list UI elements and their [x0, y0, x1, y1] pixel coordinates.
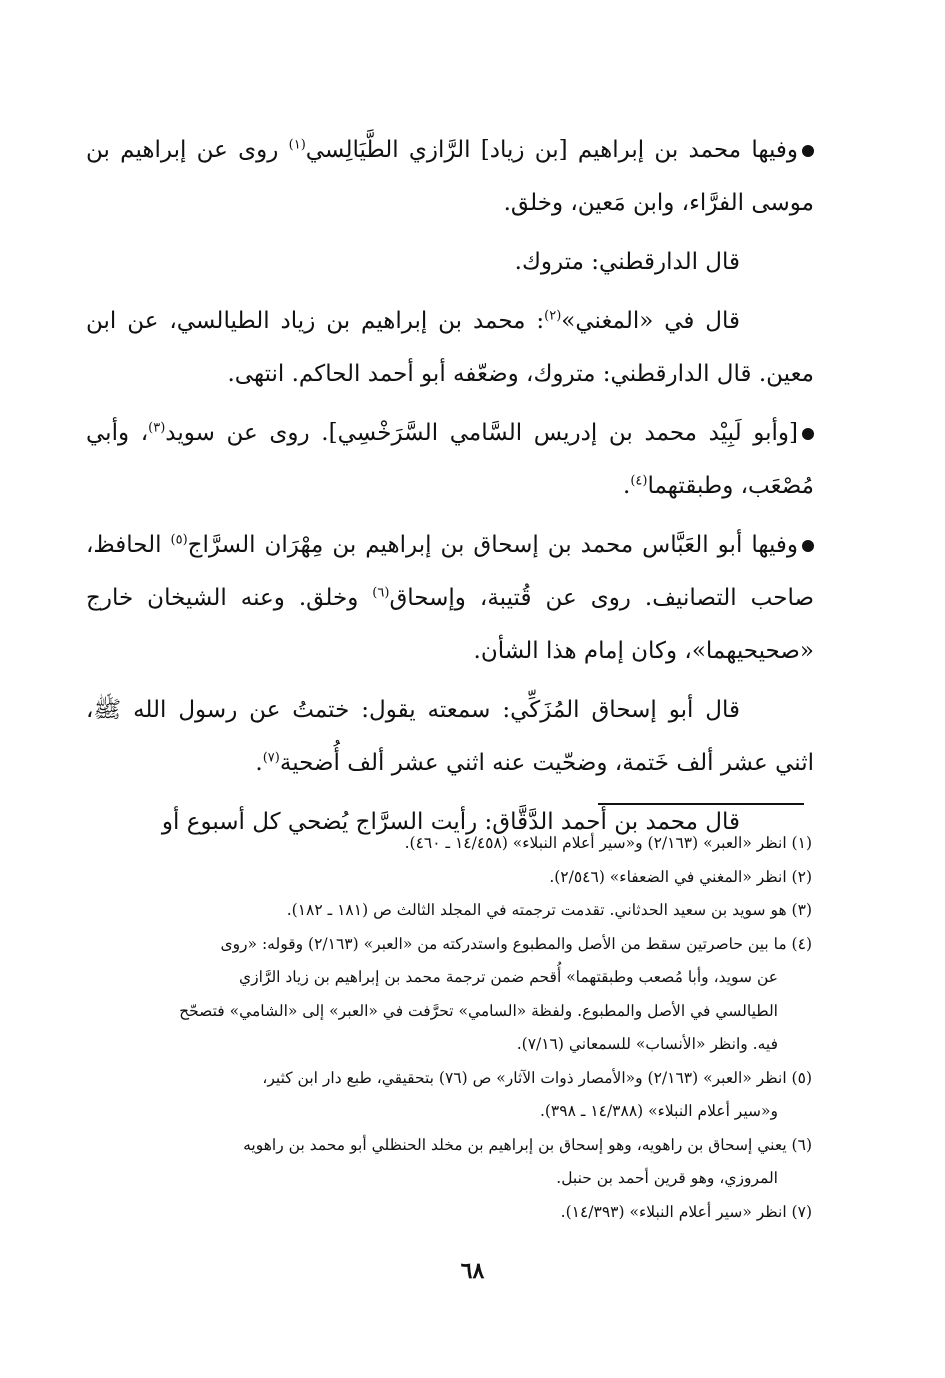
footnote-line: (٢) انظر «المغني في الضعفاء» (٢/٥٤٦).	[549, 867, 812, 886]
footnote-ref: (٧)	[262, 750, 280, 766]
footnote-line: المروزي، وهو قرين أحمد بن حنبل.	[556, 1169, 778, 1187]
quote-text: قال أبو إسحاق المُزَكِّي: سمعته يقول: ختمتُ عن رسول الله ﷺ، اثني عشر ألف خَتمة، وضحّيت عنه اثني عشر ألف أُضحية	[86, 697, 814, 776]
page-number: ٦٨	[460, 1258, 485, 1284]
quote-paragraph	[86, 295, 814, 401]
footnote-line: الطيالسي في الأصل والمطبوع. ولفظة «السامي» تحرَّفت في «العبر» إلى «الشامي» فتصحّح	[179, 1001, 778, 1020]
footnote-ref: (٤)	[630, 473, 648, 489]
entry-paragraph	[86, 124, 814, 230]
entry-text: روى عن إبراهيم بن موسى الفرَّاء، وابن مَعين، وخلق.	[86, 137, 814, 216]
footnotes	[82, 827, 812, 1229]
quote-text: قال في «المغني»	[561, 308, 740, 334]
footnote-line: و«سير أعلام النبلاء» (١٤/٣٨٨ ـ ٣٩٨).	[539, 1102, 778, 1120]
footnote-line: (٥) انظر «العبر» (٢/١٦٣) و«الأمصار ذوات الآثار» ص (٧٦) بتحقيقي، طبع دار ابن كثير،	[262, 1068, 812, 1087]
entry-text: وفيها محمد بن إبراهيم [بن زياد] الرَّازي الطَّيَالِسي	[305, 137, 798, 163]
quote-text: : محمد بن إبراهيم بن زياد الطيالسي، عن ابن معين. قال الدارقطني: متروك، وضعّفه أبو أحمد الحاكم. انتهى.	[86, 308, 814, 387]
entry-text: الحافظ، صاحب التصانيف. روى عن قُتيبة، وإسحاق	[86, 532, 814, 611]
entry-text: .	[623, 473, 631, 499]
quote-text: قال الدارقطني: متروك.	[514, 249, 740, 275]
bullet-icon	[802, 540, 814, 552]
footnote-line: عن سويد، وأبا مُصعب وطبقتهما» أُقحم ضمن ترجمة محمد بن إبراهيم بن زياد الرَّازي	[238, 968, 778, 986]
bullet-icon	[802, 145, 814, 157]
footnote-line: فيه. وانظر «الأنساب» للسمعاني (٧/١٦).	[516, 1035, 778, 1053]
quote-text: قال محمد بن أحمد الدَّقَّاق: رأيت السرَّاج يُضحي كل أسبوع أو	[161, 809, 740, 835]
entry-text: وفيها أبو العَبَّاس محمد بن إسحاق بن إبراهيم بن مِهْرَان السرَّاج	[187, 532, 798, 558]
quote-paragraph	[86, 684, 814, 790]
footnote-separator	[598, 803, 804, 805]
footnote-ref: (٥)	[170, 532, 188, 548]
quote-paragraph	[86, 236, 814, 289]
footnote-ref: (٢)	[544, 308, 562, 324]
entry-text: وخلق. وعنه الشيخان خارج «صحيحيهما»، وكان إمام هذا الشأن.	[86, 585, 814, 664]
entry-paragraph	[86, 407, 814, 513]
footnote-line: (٣) هو سويد بن سعيد الحدثاني. تقدمت ترجمته في المجلد الثالث ص (١٨١ ـ ١٨٢).	[286, 901, 812, 919]
footnote-line: (١) انظر «العبر» (٢/١٦٣) و«سير أعلام النبلاء» (١٤/٤٥٨ ـ ٤٦٠).	[404, 834, 812, 852]
footnote-line: (٧) انظر «سير أعلام النبلاء» (١٤/٣٩٣).	[560, 1202, 812, 1221]
entry-text: ، وأبي مُصْعَب، وطبقتهما	[86, 420, 814, 499]
entry-paragraph	[86, 519, 814, 678]
main-text	[86, 124, 814, 855]
footnote-line: (٦) يعني إسحاق بن راهويه، وهو إسحاق بن إبراهيم بن مخلد الحنظلي أبو محمد بن راهويه	[243, 1135, 812, 1154]
quote-text: .	[255, 750, 263, 776]
footnote-ref: (٦)	[372, 585, 390, 601]
footnote-ref: (٣)	[148, 420, 166, 436]
entry-text: [وأبو لَبِيْد محمد بن إدريس السَّامي السَّرَخْسِي]. روى عن سويد	[165, 420, 798, 446]
footnote-line: (٤) ما بين حاصرتين سقط من الأصل والمطبوع واستدركته من «العبر» (٢/١٦٣) وقوله: «روى	[220, 934, 812, 953]
footnote-ref: (١)	[288, 137, 306, 153]
bullet-icon	[802, 428, 814, 440]
